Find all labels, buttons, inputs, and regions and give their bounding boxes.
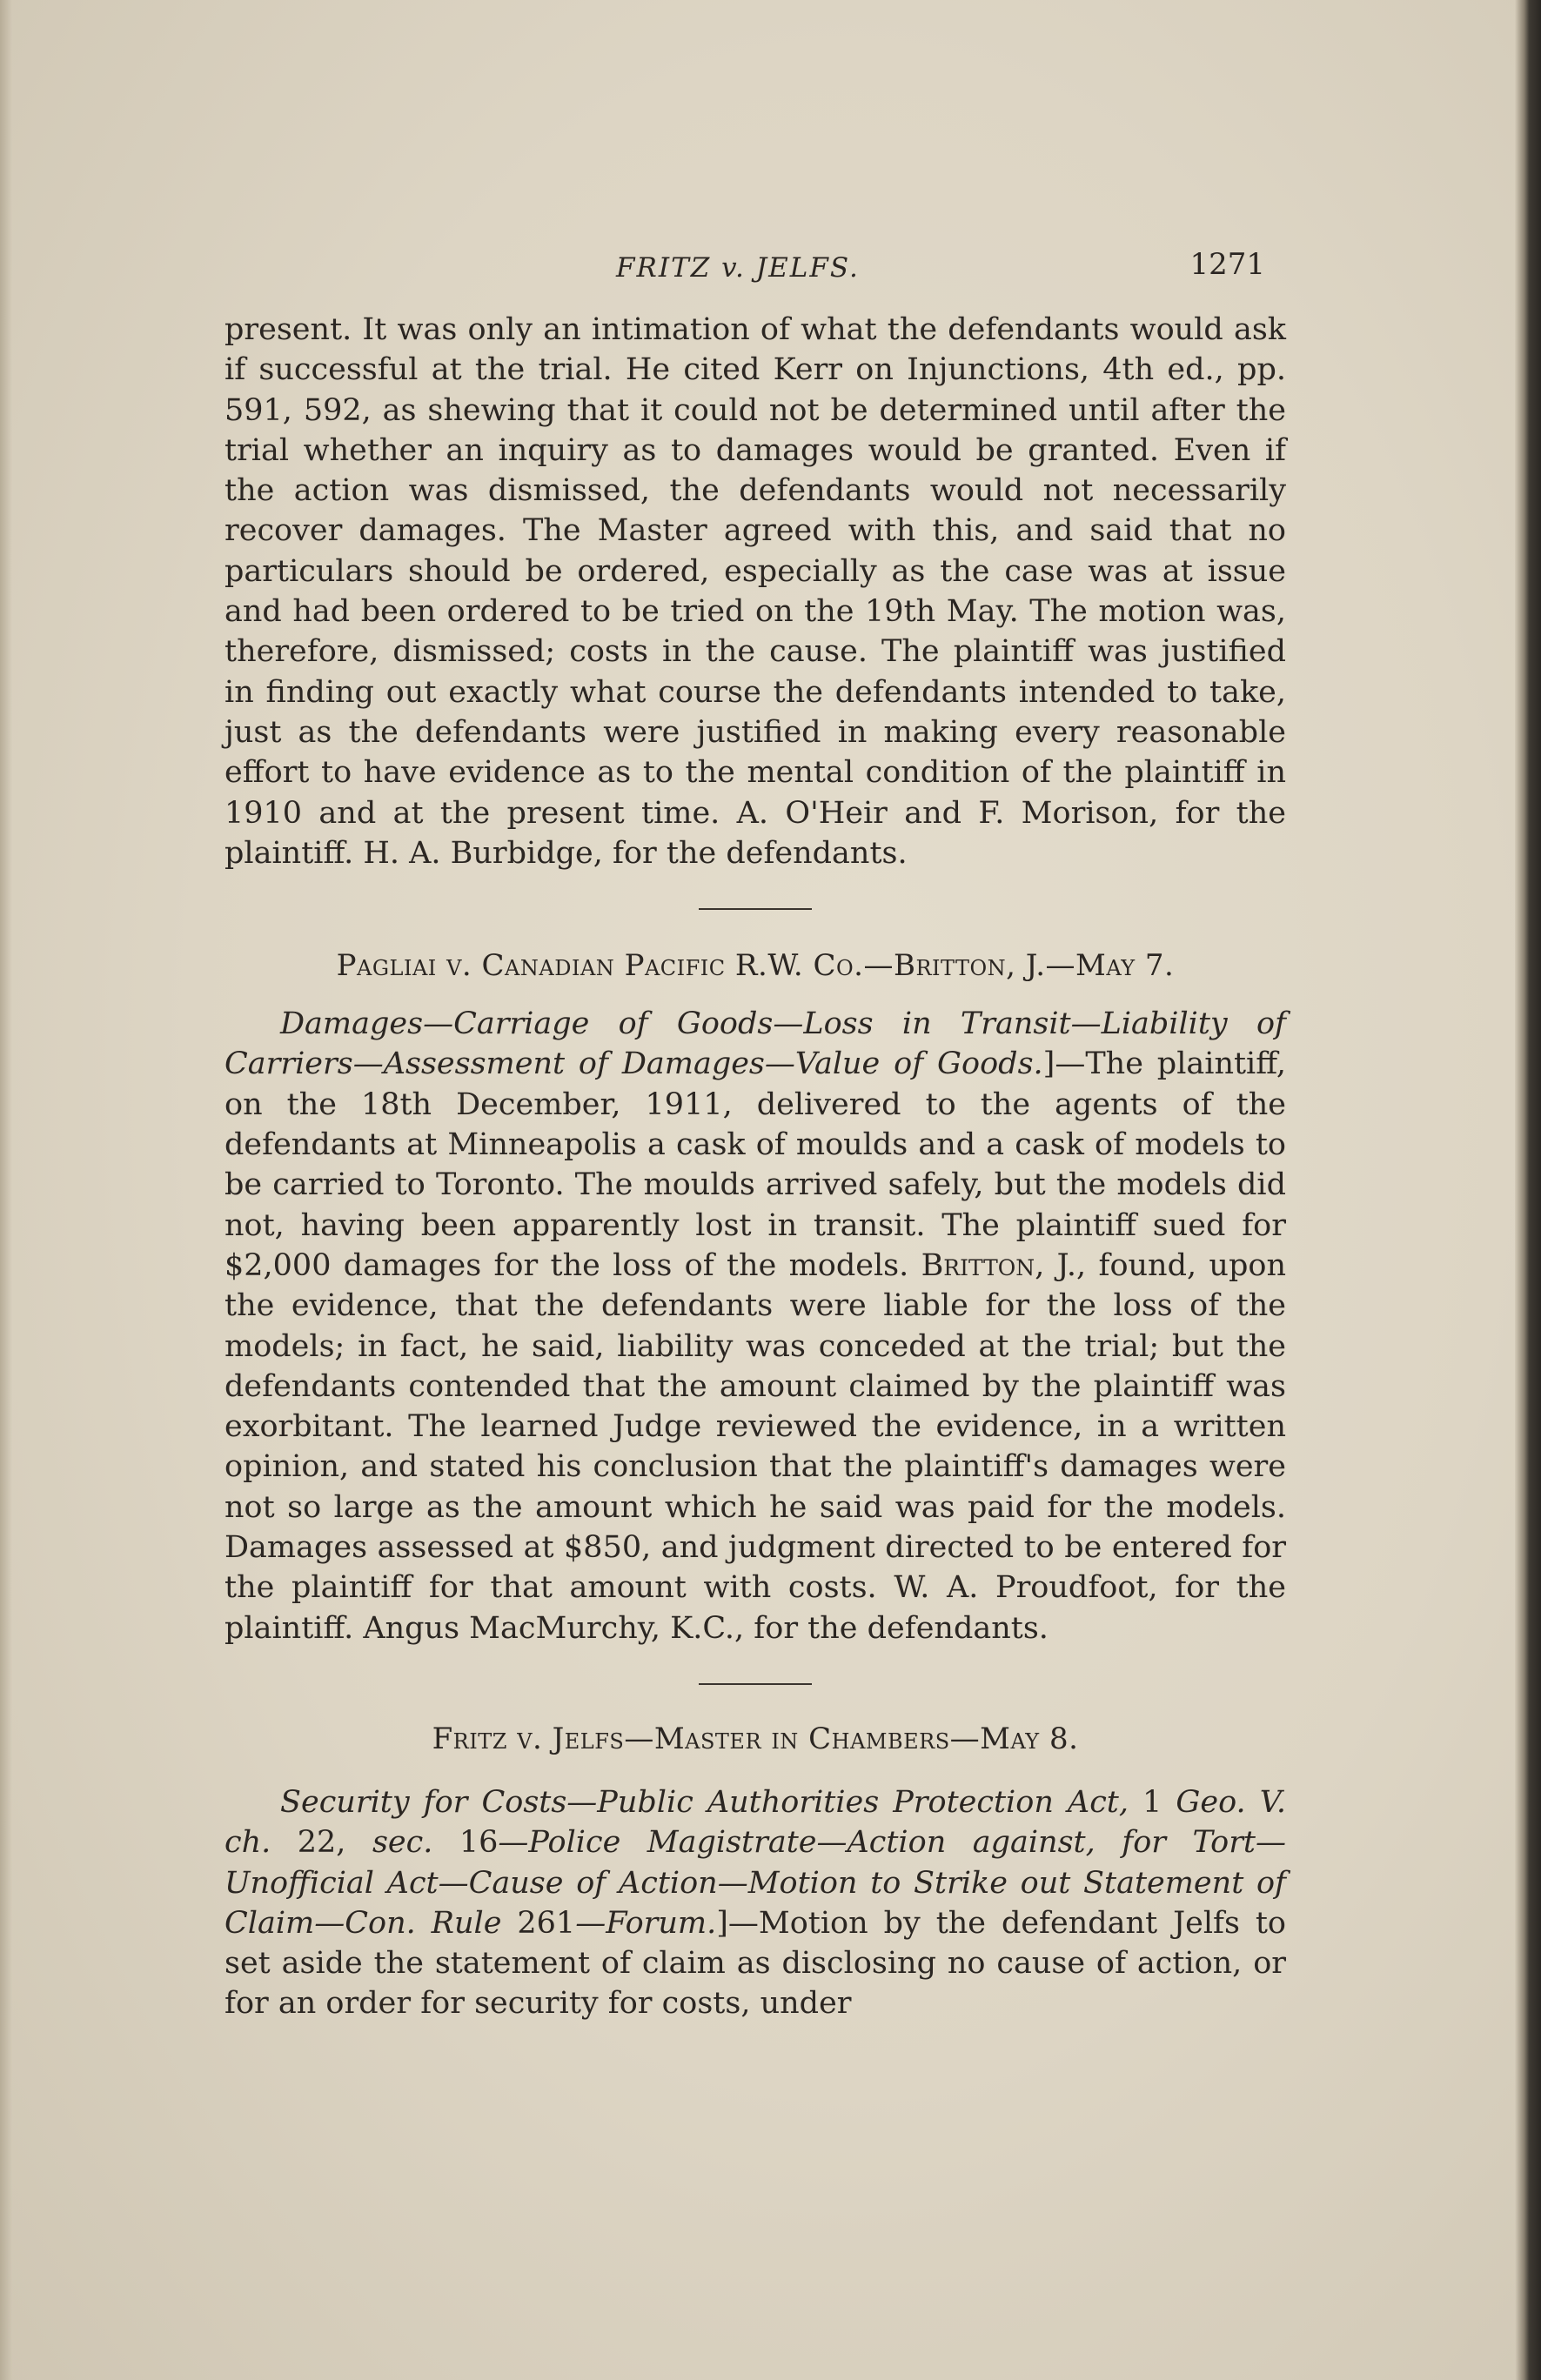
section-divider-1: [699, 908, 812, 910]
catchwords-fritz-c: Geo. V. ch.: [224, 1784, 1286, 1861]
running-head-title: FRITZ v. JELFS.: [616, 252, 860, 284]
case-title-pagliai: Pagliai v. Canadian Pacific R.W. Co.—Britton, J.—May 7.: [336, 948, 1175, 984]
headnote-body-lead: —The plaintiff, on the 18th December, 1911, delivered to the agents of the defendants at Minneapolis a cask of moulds and a cask of models to be carried to Toronto. The moulds arrived safely, but the models did not, having been apparently lost in transit. The plaintiff sued for $2,000 damages for the loss of the models.: [224, 1046, 1286, 1283]
headnote-body-rest: , J., found, upon the evidence, that the defendants were liable for the loss of the models; in fact, he said, liability was conceded at the trial; but the defendants contended that the amount claimed by the plaintiff was exorbitant. The learned Judge reviewed the evidence, in a written opinion, and stated his conclusion that the plaintiff's damages were not so large as the amount which he said was paid for the models. Damages assessed at $850, and judgment directed to be entered for the plaintiff for that amount with costs. W. A. Proudfoot, for the plaintiff. Angus MacMurchy, K.C., for the defendants.: [224, 1247, 1286, 1646]
judge-name: Britton: [921, 1247, 1035, 1283]
catchwords-fritz-d: 22,: [271, 1825, 372, 1861]
page-edge-shadow: [1515, 0, 1541, 2380]
catchwords-pagliai: Damages—Carriage of Goods—Loss in Transit—Liability of Carriers—Assessment of Damages—Value of Goods.: [224, 1006, 1286, 1082]
catchwords-fritz-h: 261: [501, 1905, 576, 1941]
headnote-fritz: [224, 1782, 1286, 2024]
catchwords-fritz-b: 1: [1129, 1784, 1176, 1820]
headnote-pagliai: [224, 1004, 1286, 1648]
catchwords-fritz-bracket: ]: [716, 1905, 728, 1941]
page-spine-shadow: [0, 0, 12, 2380]
case-title-fritz: Fritz v. Jelfs—Master in Chambers—May 8.: [432, 1721, 1079, 1756]
running-head: [224, 245, 1286, 289]
catchwords-fritz-g: —Police Magistrate—Action against, for Tort—Unofficial Act—Cause of Action—Motion to Strike out Statement of Claim—Con. Rule: [224, 1825, 1286, 1941]
catchwords-fritz-e: sec.: [372, 1825, 433, 1861]
section-divider-2: [699, 1683, 812, 1685]
catchwords-fritz-i: —Forum.: [575, 1905, 717, 1941]
page-number: 1271: [1189, 247, 1265, 282]
continuation-paragraph: present. It was only an intimation of what the defendants would ask if successful at the trial. He cited Kerr on Injunctions, 4th ed., pp. 591, 592, as shewing that it could not be determined until after the trial whether an inquiry as to damages would be granted. Even if the action was dismissed, the defendants would not necessarily recover damages. The Master agreed with this, and said that no particulars should be ordered, especially as the case was at issue and had been ordered to be tried on the 19th May. The motion was, therefore, dismissed; costs in the cause. The plaintiff was justified in finding out exactly what course the defendants intended to take, just as the defendants were justified in making every reasonable effort to have evidence as to the mental condition of the plaintiff in 1910 and at the present time. A. O'Heir and F. Morison, for the plaintiff. H. A. Burbidge, for the defendants.: [224, 312, 1286, 871]
catchwords-fritz-a: Security for Costs—Public Authorities Protection Act,: [280, 1784, 1129, 1820]
catchwords-bracket: ]: [1042, 1046, 1055, 1082]
text-column: [224, 245, 1286, 2024]
catchwords-fritz-f: 16: [432, 1825, 499, 1861]
headnote-fritz-body: —Motion by the defendant Jelfs to set aside the statement of claim as disclosing no cause of action, or for an order for security for costs, under: [224, 1905, 1286, 2022]
